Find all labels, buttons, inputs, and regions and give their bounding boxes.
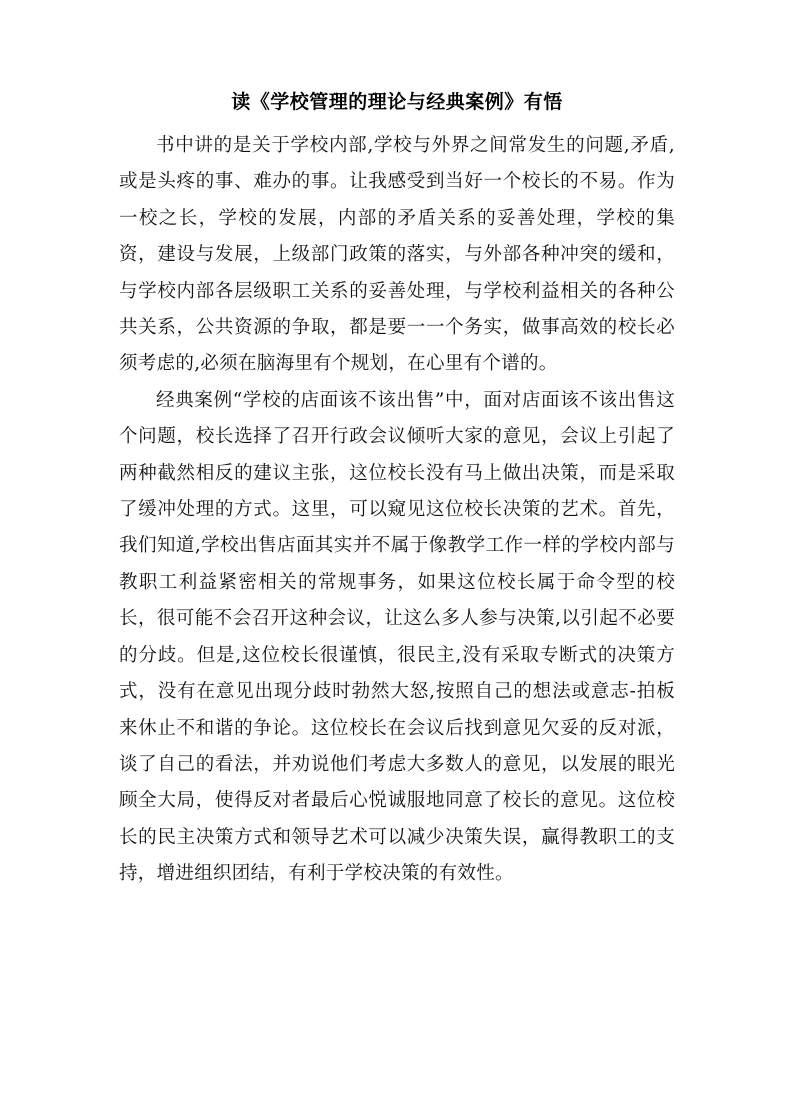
document-title: 读《学校管理的理论与经典案例》有悟 [231,91,563,113]
document-body [119,128,675,893]
paragraph-1: 书中讲的是关于学校内部,学校与外界之间常发生的问题,矛盾,或是头疼的事、难办的事。让我感受到当好一个校长的不易。作为一校之长，学校的发展，内部的矛盾关系的妥善处理，学校的集资，建设与发展，上级部门政策的落实，与外部各种冲突的缓和，与学校内部各层级职工关系的妥善处理，与学校利益相关的各种公共关系，公共资源的争取，都是要一一个务实，做事高效的校长必须考虑的,必须在脑海里有个规划，在心里有个谱的。 [119,135,675,375]
paragraph-2: 经典案例“学校的店面该不该出售”中，面对店面该不该出售这个问题，校长选择了召开行政会议倾听大家的意见，会议上引起了两种截然相反的建议主张，这位校长没有马上做出决策，而是采取了缓冲处理的方式。这里，可以窥见这位校长决策的艺术。首先，我们知道,学校出售店面其实并不属于像教学工作一样的学校内部与教职工利益紧密相关的常规事务，如果这位校长属于命令型的校长，很可能不会召开这种会议，让这么多人参与决策,以引起不必要的分歧。但是,这位校长很谨慎，很民主,没有采取专断式的决策方式，没有在意见出现分歧时勃然大怒,按照自己的想法或意志-拍板来休止不和谐的争论。这位校长在会议后找到意见欠妥的反对派，谈了自己的看法，并劝说他们考虑大多数人的意见，以发展的眼光顾全大局，使得反对者最后心悦诚服地同意了校长的意见。这位校长的民主决策方式和领导艺术可以减少决策失误，赢得教职工的支持，增进组织团结，有利于学校决策的有效性。 [119,389,675,885]
